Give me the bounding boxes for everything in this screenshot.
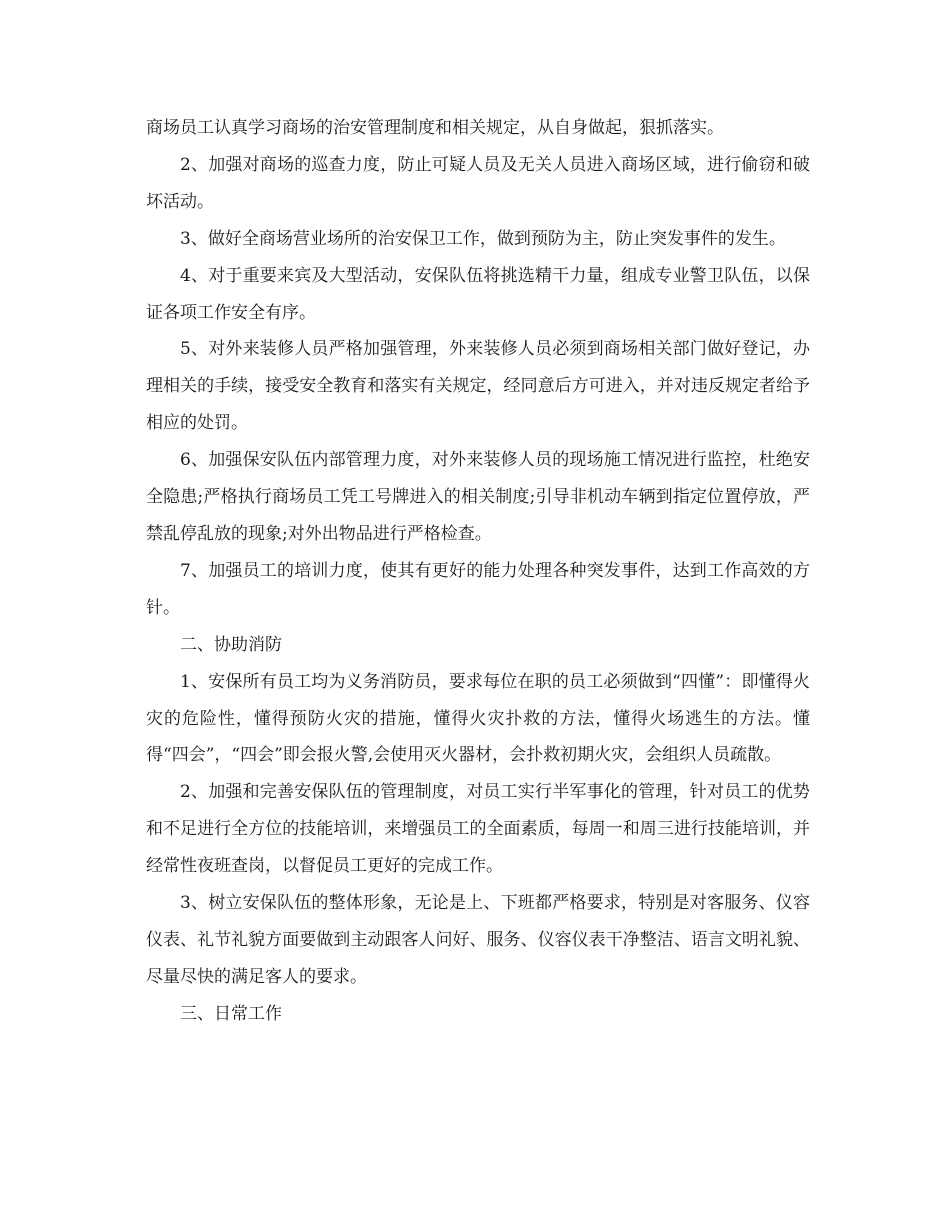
paragraph-item-2: 2、加强对商场的巡查力度，防止可疑人员及无关人员进入商场区域，进行偷窃和破坏活动。 xyxy=(146,154,810,212)
paragraph-fire-item-1: 1、安保所有员工均为义务消防员，要求每位在职的员工必须做到“四懂”：即懂得火灾的危险性，懂得预防火灾的措施，懂得火灾扑救的方法，懂得火场逃生的方法。懂得“四会”，“四会”即会报火警,会使用灭火器材，会扑救初期火灾，会组织人员疏散。 xyxy=(146,671,810,766)
paragraph-item-7: 7、加强员工的培训力度，使其有更好的能力处理各种突发事件，达到工作高效的方针。 xyxy=(146,560,810,618)
section-heading-daily-work: 三、日常工作 xyxy=(180,1003,282,1024)
paragraph-continuation: 商场员工认真学习商场的治安管理制度和相关规定，从自身做起，狠抓落实。 xyxy=(146,118,724,138)
paragraph-item-4: 4、对于重要来宾及大型活动，安保队伍将挑选精干力量，组成专业警卫队伍，以保证各项工作安全有序。 xyxy=(146,265,810,323)
document-body xyxy=(146,110,810,1033)
paragraph-item-6: 6、加强保安队伍内部管理力度，对外来装修人员的现场施工情况进行监控，杜绝安全隐患;严格执行商场员工凭工号牌进入的相关制度;引导非机动车辆到指定位置停放，严禁乱停乱放的现象;对外出物品进行严格检查。 xyxy=(146,450,810,544)
paragraph-item-3: 3、做好全商场营业场所的治安保卫工作，做到预防为主，防止突发事件的发生。 xyxy=(180,228,786,249)
paragraph-fire-item-2: 2、加强和完善安保队伍的管理制度，对员工实行半军事化的管理，针对员工的优势和不足进行全方位的技能培训，来增强员工的全面素质，每周一和周三进行技能培训，并经常性夜班查岗，以督促员工更好的完成工作。 xyxy=(146,782,810,877)
section-heading-fire-assistance: 二、协助消防 xyxy=(180,634,282,655)
paragraph-item-5: 5、对外来装修人员严格加强管理，外来装修人员必须到商场相关部门做好登记，办理相关的手续，接受安全教育和落实有关规定，经同意后方可进入，并对违反规定者给予相应的处罚。 xyxy=(146,339,810,434)
paragraph-fire-item-3: 3、树立安保队伍的整体形象，无论是上、下班都严格要求，特别是对客服务、仪容仪表、礼节礼貌方面要做到主动跟客人问好、服务、仪容仪表干净整洁、语言文明礼貌、尽量尽快的满足客人的要求。 xyxy=(146,893,810,987)
